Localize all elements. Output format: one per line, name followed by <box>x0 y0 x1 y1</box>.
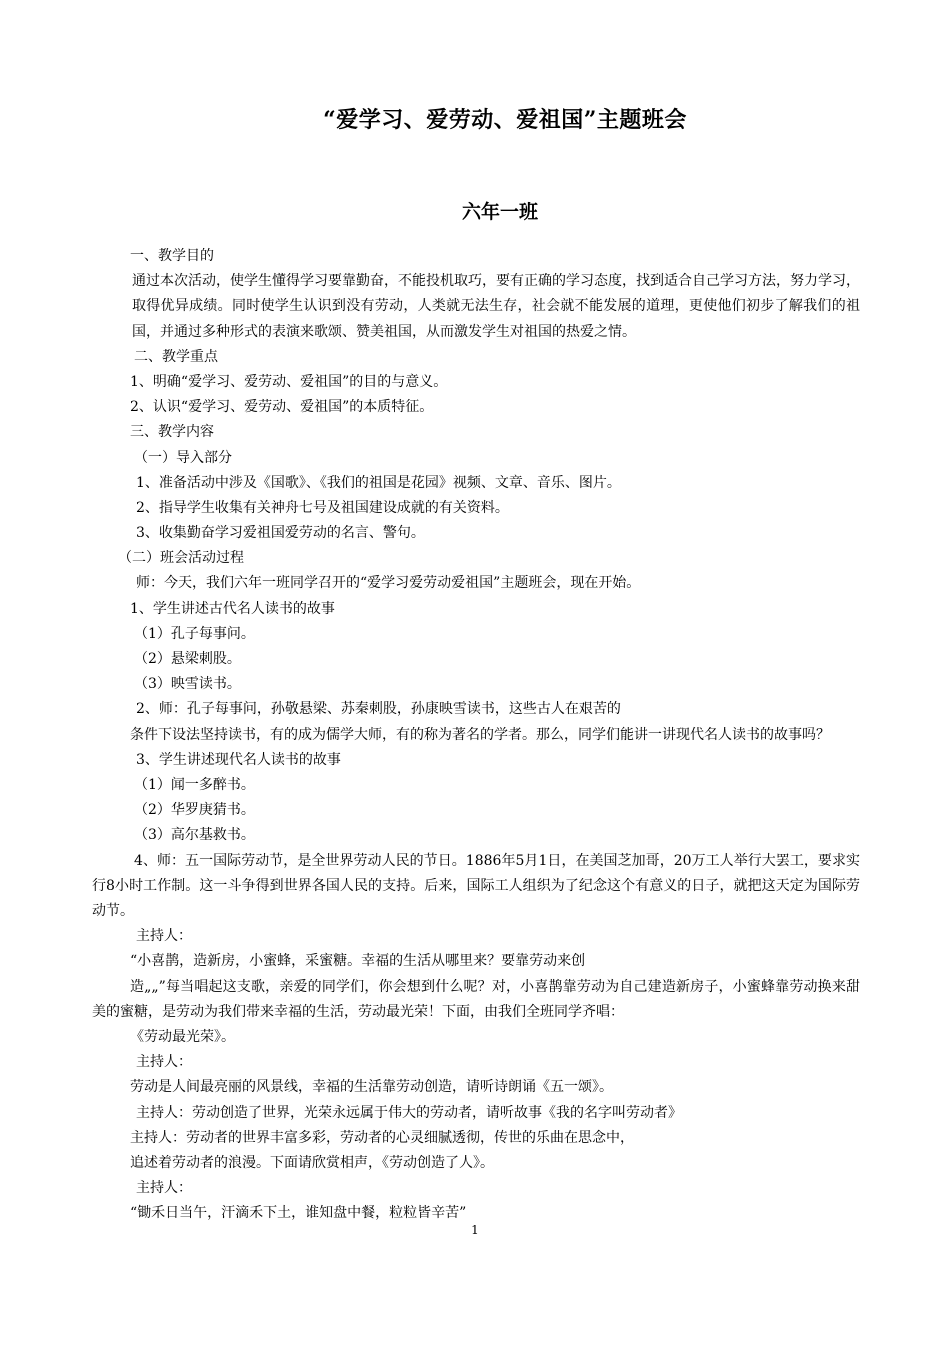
list-item: （3）高尔基救书。 <box>134 827 255 844</box>
list-item: 2、指导学生收集有关神舟七号及祖国建设成就的有关资料。 <box>136 499 509 516</box>
song-title: 《劳动最光荣》。 <box>130 1028 235 1045</box>
paragraph-text: 造„„”每当唱起这支歌，亲爱的同学们，你会想到什么呢？对，小喜鹊靠劳动为自己建造新房子，小蜜蜂靠劳动换来甜美的蜜糖，是劳动为我们带来幸福的生活，劳动最光荣！下面，由我们全班同学齐唱： <box>92 978 860 1020</box>
list-item: 3、收集勤奋学习爱祖国爱劳动的名言、警句。 <box>136 525 425 542</box>
list-item: 1、学生讲述古代名人读书的故事 <box>130 600 335 617</box>
teacher-line: 师：今天，我们六年一班同学召开的“爱学习爱劳动爱祖国”主题班会，现在开始。 <box>136 575 641 592</box>
page-number: 1 <box>471 1223 479 1237</box>
subsection-heading-intro: （一）导入部分 <box>134 449 232 466</box>
paragraph-labor-day <box>92 849 860 925</box>
paragraph-objectives <box>92 269 860 345</box>
host-line: 主持人：劳动创造了世界，光荣永远属于伟大的劳动者，请听故事《我的名字叫劳动者》 <box>136 1104 682 1121</box>
list-item: （2）华罗庚猜书。 <box>134 802 255 819</box>
host-line: 追述着劳动者的浪漫。下面请欣赏相声，《劳动创造了人》。 <box>130 1154 494 1171</box>
list-item: （1）闻一多醉书。 <box>134 777 255 793</box>
paragraph-song <box>92 975 860 1025</box>
host-line: 主持人：劳动者的世界丰富多彩，劳动者的心灵细腻透彻，传世的乐曲在思念中， <box>130 1129 634 1146</box>
document-body <box>92 244 860 1226</box>
class-name-subtitle: 六年一班 <box>461 201 538 223</box>
host-label: 主持人： <box>136 1180 192 1197</box>
subsection-heading-process: （二）班会活动过程 <box>118 550 244 567</box>
poem-line: “锄禾日当午，汗滴禾下土，谁知盘中餐，粒粒皆辛苦” <box>130 1205 467 1222</box>
section-heading-content: 三、教学内容 <box>130 424 214 441</box>
list-item: 3、学生讲述现代名人读书的故事 <box>136 751 341 768</box>
list-item: （2）悬梁刺股。 <box>134 651 241 668</box>
paragraph-text: 通过本次活动，使学生懂得学习要靠勤奋，不能投机取巧，要有正确的学习态度，找到适合自己学习方法，努力学习，取得优异成绩。同时使学生认识到没有劳动，人类就无法生存，社会就不能发展的道理，更使他们初步了解我们的祖国，并通过多种形式的表演来歌颂、赞美祖国，从而激发学生对祖国的热爱之情。 <box>132 273 860 340</box>
host-label: 主持人： <box>136 928 192 945</box>
list-item: （1）孔子每事问。 <box>134 625 255 642</box>
list-item: 1、明确“爱学习、爱劳动、爱祖国”的目的与意义。 <box>130 373 448 390</box>
host-line: 劳动是人间最亮丽的风景线，幸福的生活靠劳动创造，请听诗朗诵《五一颂》。 <box>130 1079 613 1096</box>
host-label: 主持人： <box>136 1054 192 1071</box>
list-item: 1、准备活动中涉及《国歌》、《我们的祖国是花园》视频、文章、音乐、图片。 <box>136 474 621 491</box>
section-heading-focus: 二、教学重点 <box>134 348 218 365</box>
section-heading-objectives: 一、教学目的 <box>130 248 214 264</box>
document-title: “爱学习、爱劳动、爱祖国”主题班会 <box>323 107 687 133</box>
paragraph-continued <box>92 723 860 748</box>
paragraph-text: 4、师：五一国际劳动节，是全世界劳动人民的节日。1886年5月1日，在美国芝加哥，20万工人举行大罢工，要求实行8小时工作制。这一斗争得到世界各国人民的支持。后来，国际工人组织为了纪念这个有意义的日子，就把这天定为国际劳动节。 <box>92 852 860 919</box>
host-line: “小喜鹊，造新房，小蜜蜂，采蜜糖。幸福的生活从哪里来？要靠劳动来创 <box>130 953 586 970</box>
list-item: 2、认识“爱学习、爱劳动、爱祖国”的本质特征。 <box>130 399 434 416</box>
list-item: （3）映雪读书。 <box>134 676 241 693</box>
paragraph-text: 条件下设法坚持读书，有的成为儒学大师，有的称为著名的学者。那么，同学们能讲一讲现代名人读书的故事吗？ <box>130 726 830 743</box>
teacher-line: 2、师：孔子每事问，孙敬悬梁、苏秦刺股，孙康映雪读书，这些古人在艰苦的 <box>136 701 621 718</box>
